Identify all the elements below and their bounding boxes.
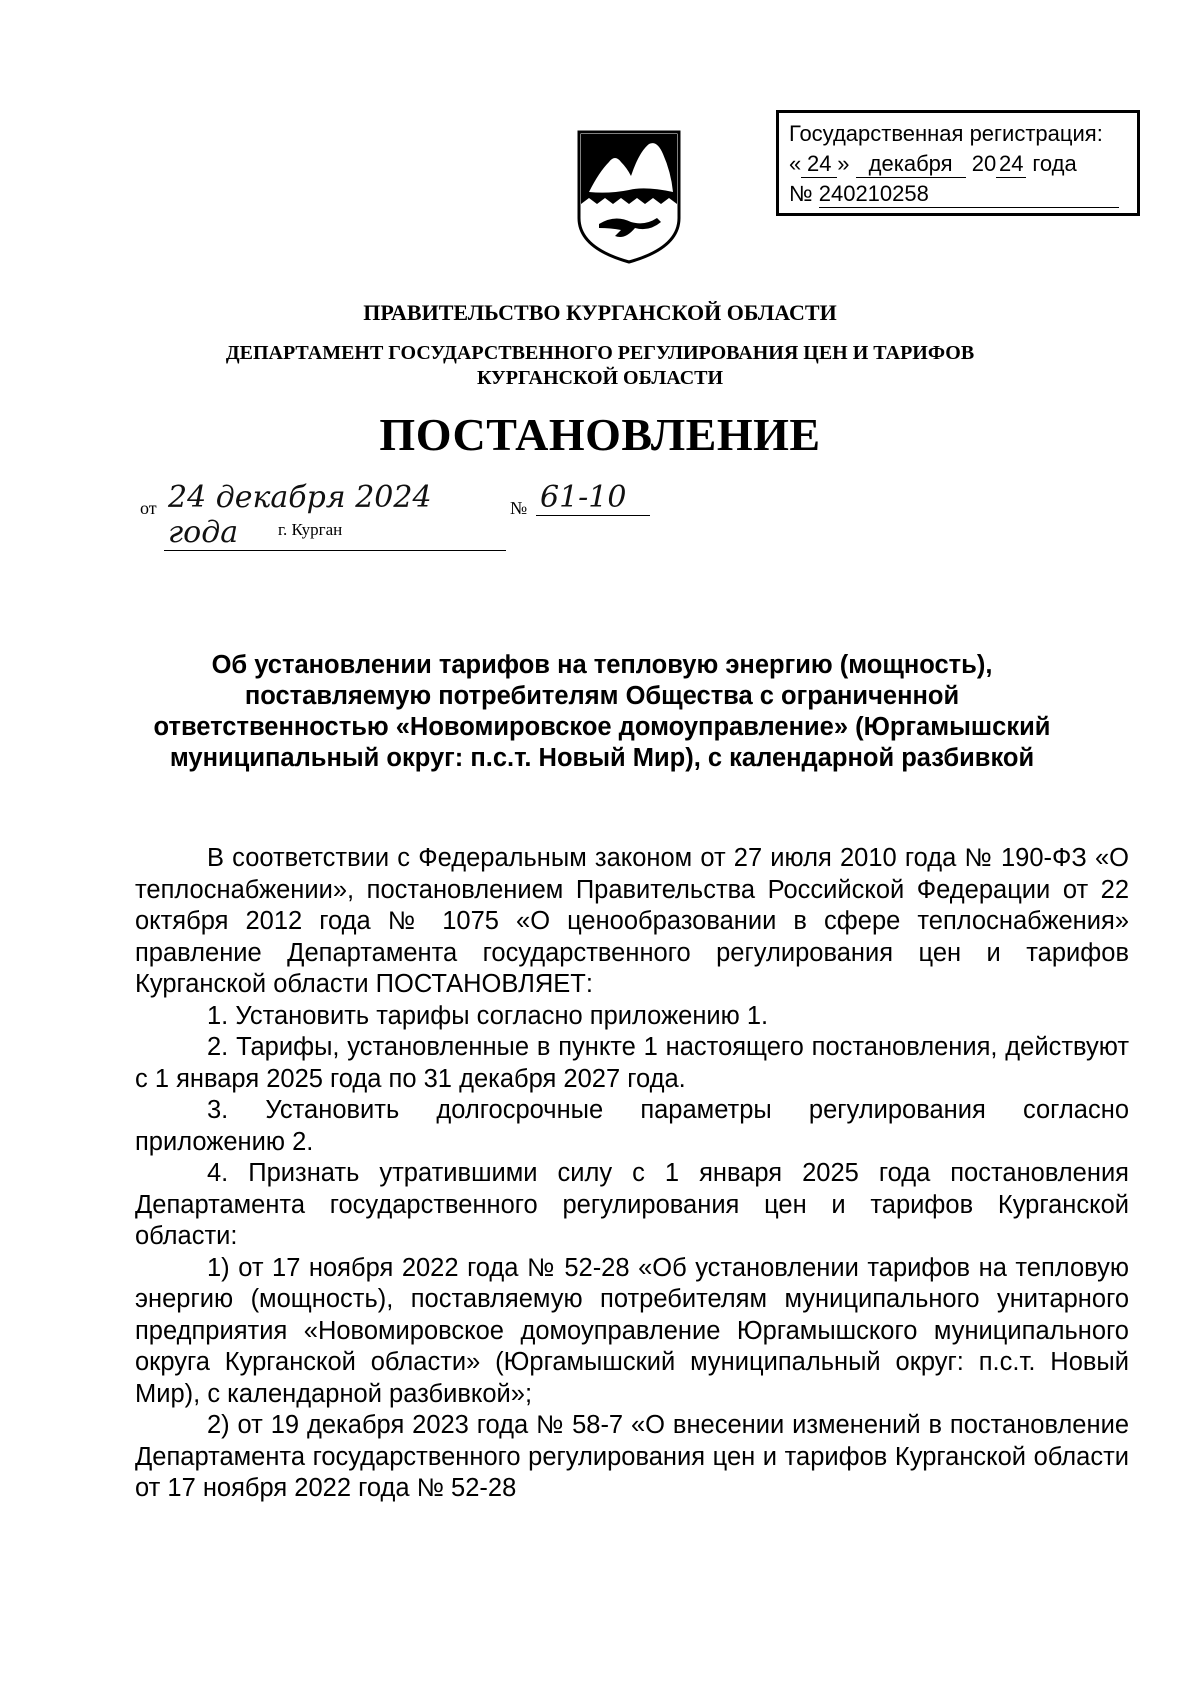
handwritten-date: 24 декабря 2024 года	[164, 480, 506, 551]
registration-day: 24	[801, 151, 837, 178]
date-label: от	[140, 498, 157, 518]
preamble-paragraph: В соответствии с Федеральным законом от 27 июля 2010 года № 190-ФЗ «О теплоснабжении», постановлением Правительства Российской Федерации от 22 октября 2012 года № 1075 «О ценообразовании в сфере теплоснабжения» правление Департамента государственного регулирования цен и тарифов Курганской области ПОСТАНОВЛЯЕТ:	[135, 844, 1129, 998]
kurgan-region-coat-of-arms-icon	[575, 128, 683, 266]
sub-item-2: 2) от 19 декабря 2023 года № 58-7 «О внесении изменений в постановление Департамента государственного регулирования цен и тарифов Курганской области от 17 ноября 2022 года № 52-28	[135, 1411, 1129, 1502]
number-label: №	[510, 498, 528, 518]
registration-title: Государственная регистрация:	[789, 121, 1103, 146]
registration-year: 24	[996, 151, 1026, 178]
government-name: ПРАВИТЕЛЬСТВО КУРГАНСКОЙ ОБЛАСТИ	[363, 300, 837, 325]
registration-number-value: 240210258	[819, 181, 1119, 208]
registration-month: декабря	[856, 151, 966, 178]
registration-number: № 240210258	[789, 179, 1137, 209]
item-2: 2. Тарифы, установленные в пункте 1 настоящего постановления, действуют с 1 января 2025 года по 31 декабря 2027 года.	[135, 1033, 1129, 1093]
handwritten-number: 61-10	[536, 480, 650, 516]
document-subject: Об установлении тарифов на тепловую энергию (мощность), поставляемую потребителям Общества с ограниченной ответственностью «Новомировское домоуправление» (Юргамышский муниципальный округ: п.с.т. Новый Мир), с календарной разбивкой	[153, 651, 1051, 772]
item-3: 3. Установить долгосрочные параметры регулирования согласно приложению 2.	[135, 1096, 1129, 1156]
date-number-line	[140, 480, 660, 550]
department-name: ДЕПАРТАМЕНТ ГОСУДАРСТВЕННОГО РЕГУЛИРОВАНИЯ ЦЕН И ТАРИФОВ КУРГАНСКОЙ ОБЛАСТИ	[225, 342, 975, 389]
document-body	[135, 843, 1129, 1505]
sub-item-1: 1) от 17 ноября 2022 года № 52-28 «Об установлении тарифов на тепловую энергию (мощность), поставляемую потребителям муниципального унитарного предприятия «Новомировское домоуправление Юргамышского муниципального округа Курганской области» (Юргамышский муниципальный округ: п.с.т. Новый Мир), с календарной разбивкой»;	[135, 1253, 1129, 1408]
document-type-title: ПОСТАНОВЛЕНИЕ	[379, 409, 821, 460]
city-name: г. Курган	[278, 520, 343, 539]
registration-stamp	[776, 110, 1140, 216]
registration-date: « 24 » декабря 20 24 года	[789, 151, 1077, 176]
item-4: 4. Признать утратившими силу с 1 января 2025 года постановления Департамента государственного регулирования цен и тарифов Курганской области:	[135, 1159, 1129, 1250]
item-1: 1. Установить тарифы согласно приложению 1.	[207, 1001, 769, 1030]
